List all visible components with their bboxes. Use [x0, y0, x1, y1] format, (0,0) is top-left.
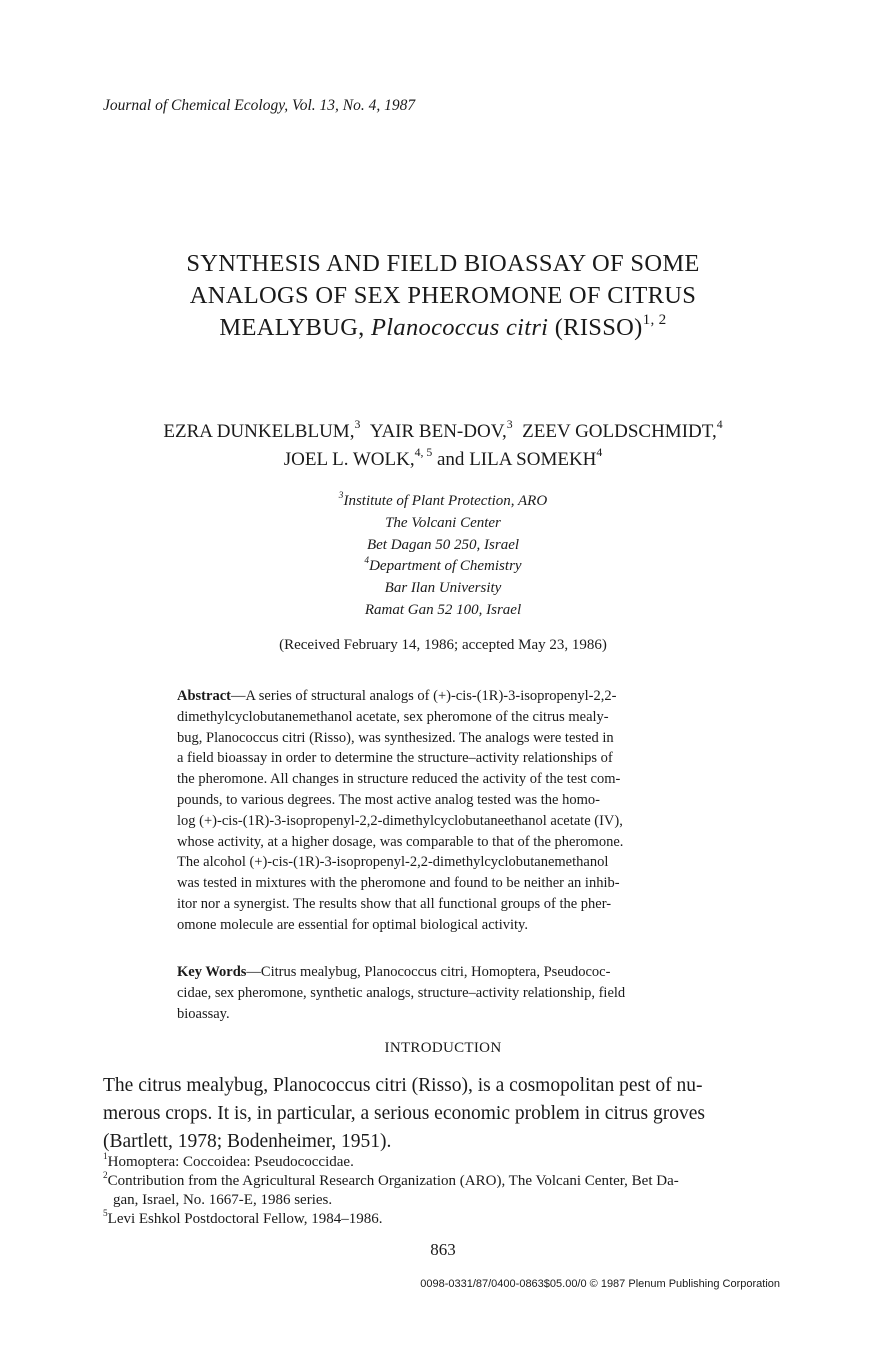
affiliation-line: Bar Ilan University [384, 580, 502, 596]
abstract-line: pounds, to various degrees. The most active analog tested was the homo- [177, 791, 600, 808]
title-line-1: SYNTHESIS AND FIELD BIOASSAY OF SOME [186, 250, 700, 277]
intro-line: The citrus mealybug, Planococcus citri (Risso), is a cosmopolitan pest of nu- [103, 1075, 703, 1096]
keywords-label: Key Words [177, 964, 247, 980]
affiliation-line: Ramat Gan 52 100, Israel [364, 602, 522, 618]
author-affiliation-ref: 3 [354, 417, 361, 431]
footnote-marker: 1 [103, 1151, 108, 1162]
abstract-text: —A series of structural analogs of (+)-cis-(1R)-3-isopropenyl-2,2- [230, 688, 617, 704]
abstract-line: log (+)-cis-(1R)-3-isopropenyl-2,2-dimethylcyclobutaneethanol acetate (IV), [177, 812, 623, 829]
abstract-line: the pheromone. All changes in structure reduced the activity of the test com- [177, 771, 621, 788]
abstract-line: a field bioassay in order to determine the structure–activity relationships of [177, 750, 613, 767]
intro-line: merous crops. It is, in particular, a serious economic problem in citrus groves [103, 1103, 705, 1124]
abstract-line: bug, Planococcus citri (Risso), was synthesized. The analogs were tested in [177, 729, 614, 746]
paper-title [0, 248, 886, 344]
abstract-line: The alcohol (+)-cis-(1R)-3-isopropenyl-2,2-dimethylcyclobutanemethanol [177, 854, 609, 871]
copyright-line: 0098-0331/87/0400-0863$05.00/0 © 1987 Plenum Publishing Corporation [420, 1278, 780, 1290]
introduction-text [103, 1072, 783, 1156]
affiliation-3 [0, 490, 886, 556]
author-affiliation-ref: 4 [716, 417, 723, 431]
title-footnote-ref: 1, 2 [642, 310, 667, 328]
author-affiliation-ref: 4, 5 [414, 445, 433, 459]
author-name: LILA SOMEKH [469, 449, 597, 470]
key-words [177, 962, 709, 1024]
abstract-line: itor nor a synergist. The results show that all functional groups of the pher- [177, 895, 612, 912]
affiliation-line: The Volcani Center [385, 515, 501, 531]
author-name: EZRA DUNKELBLUM, [163, 421, 355, 442]
footnote-marker: 5 [103, 1208, 108, 1219]
keywords-text: —Citrus mealybug, Planococcus citri, Homoptera, Pseudococ- [246, 964, 611, 980]
received-dates: (Received February 14, 1986; accepted May 23, 1986) [279, 637, 607, 653]
author-list [0, 418, 886, 474]
footnote-line [103, 1172, 783, 1191]
abstract-line: was tested in mixtures with the pheromone and found to be neither an inhib- [177, 875, 620, 892]
title-species: Planococcus citri [371, 314, 549, 341]
keywords-line: cidae, sex pheromone, synthetic analogs, structure–activity relationship, field [177, 984, 626, 1001]
authors-line-2 [0, 446, 886, 474]
affiliation-ref: 3 [338, 490, 344, 501]
author-affiliation-ref: 4 [596, 445, 603, 459]
authors-and: and [437, 449, 465, 470]
footnote-line [103, 1153, 783, 1172]
footnote-line: gan, Israel, No. 1667-E, 1986 series. [113, 1192, 333, 1208]
footnote-text: Homoptera: Coccoidea: Pseudococcidae. [107, 1154, 354, 1170]
authors-line-1 [0, 418, 886, 446]
affiliation-line: Bet Dagan 50 250, Israel [366, 537, 520, 553]
introduction-heading: INTRODUCTION [384, 1040, 502, 1056]
affiliation-line [0, 555, 886, 577]
abstract-line: dimethylcyclobutanemethanol acetate, sex pheromone of the citrus mealy- [177, 708, 609, 725]
author-name: ZEEV GOLDSCHMIDT, [522, 421, 717, 442]
footnote-marker: 2 [103, 1170, 108, 1181]
affiliation-institute: Institute of Plant Protection, ARO [343, 493, 548, 509]
title-line-3 [0, 312, 886, 344]
intro-line: (Bartlett, 1978; Bodenheimer, 1951). [103, 1131, 392, 1152]
title-line-2: ANALOGS OF SEX PHEROMONE OF CITRUS [189, 282, 697, 309]
keywords-line: bioassay. [177, 1005, 230, 1022]
page-number: 863 [430, 1240, 456, 1259]
author-affiliation-ref: 3 [506, 417, 513, 431]
abstract-label: Abstract [177, 688, 231, 704]
affiliation-department: Department of Chemistry [369, 558, 522, 574]
footnotes [103, 1153, 783, 1229]
footnote-text: Levi Eshkol Postdoctoral Fellow, 1984–1986. [107, 1211, 383, 1227]
abstract-line: whose activity, at a higher dosage, was comparable to that of the pheromone. [177, 833, 624, 850]
author-name: YAIR BEN-DOV, [369, 421, 507, 442]
title-mealybug: MEALYBUG, [219, 314, 365, 341]
footnote-line [103, 1210, 783, 1229]
affiliation-line [0, 490, 886, 512]
affiliation-4 [0, 555, 886, 621]
keywords-line [177, 962, 709, 983]
affiliation-ref: 4 [364, 555, 370, 566]
title-risso: (RISSO) [554, 314, 643, 341]
journal-citation: Journal of Chemical Ecology, Vol. 13, No. 4, 1987 [103, 97, 416, 114]
footnote-text: Contribution from the Agricultural Research Organization (ARO), The Volcani Center, Bet Da- [107, 1173, 679, 1189]
author-name: JOEL L. WOLK, [283, 449, 415, 470]
abstract-line [177, 686, 709, 707]
abstract-line: omone molecule are essential for optimal biological activity. [177, 916, 528, 933]
abstract [177, 686, 709, 936]
